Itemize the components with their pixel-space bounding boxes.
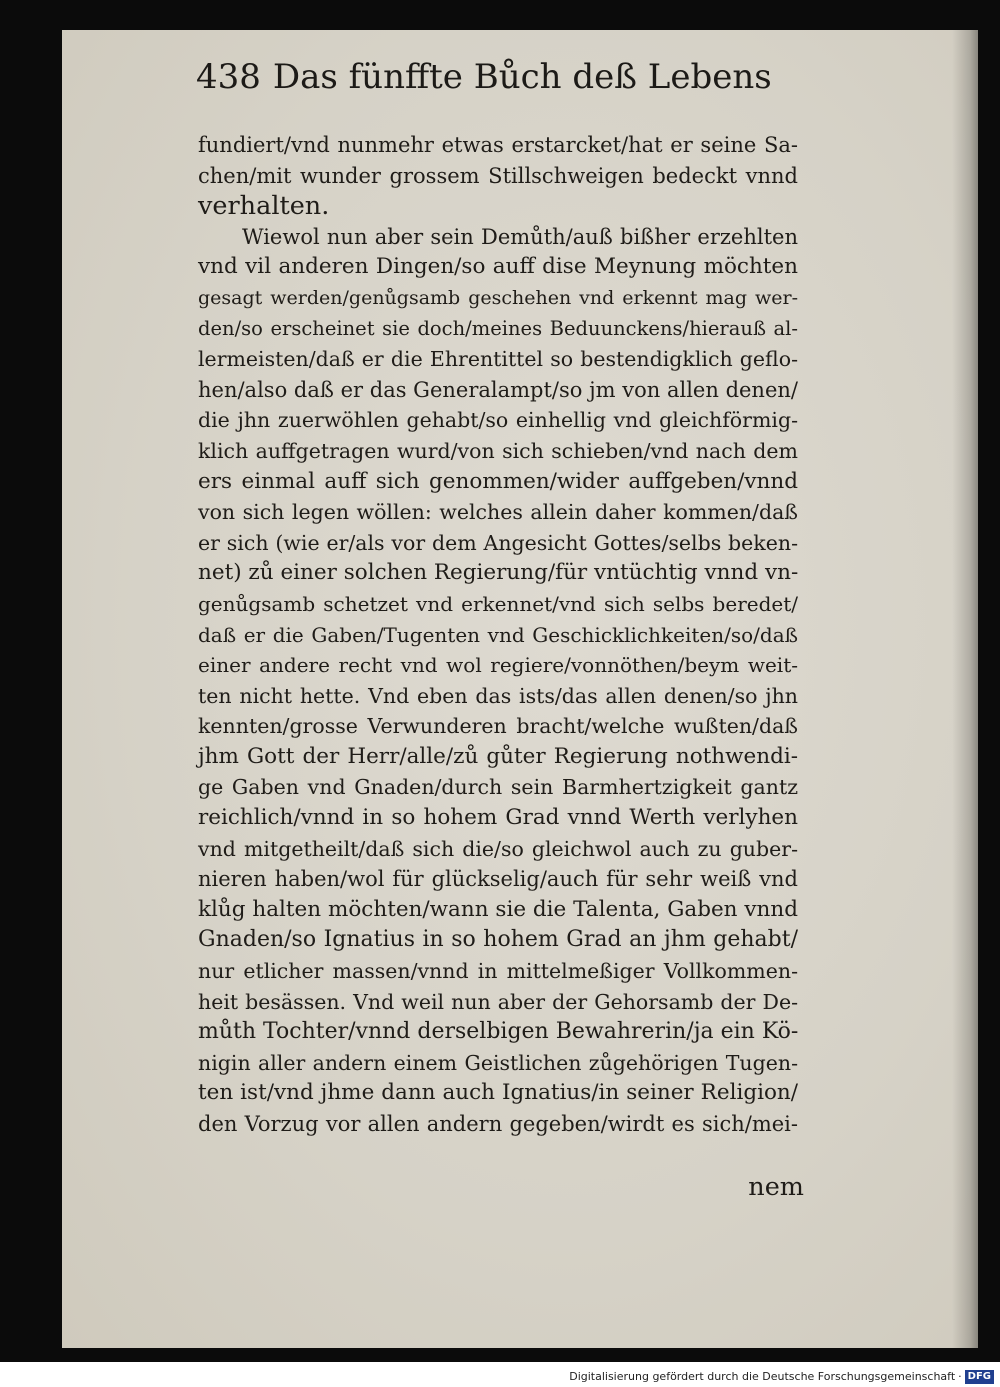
text-line: jhm Gott der Herr/alle/zů gůter Regierung nothwendi- [198, 743, 798, 769]
running-title: Das fünffte Bůch deß Lebens [272, 57, 772, 97]
text-line: ten ist/vnd jhme dann auch Ignatius/in seiner Religion/ [198, 1080, 798, 1106]
text-line: lermeisten/daß er die Ehrentittel so bestendigklich geflo- [198, 347, 798, 372]
text-line: ten nicht hette. Vnd eben das ists/das allen denen/so jhn [198, 683, 798, 708]
running-header [196, 57, 796, 97]
text-line: verhalten. [198, 191, 330, 222]
catchword: nem [748, 1172, 804, 1202]
dfg-logo: DFG [965, 1370, 994, 1384]
text-line: gesagt werden/genůgsamb geschehen vnd erkennt mag wer- [198, 286, 798, 309]
footer-credit [569, 1369, 994, 1385]
page-gutter-shadow [952, 30, 978, 1348]
footer-separator: · [958, 1370, 962, 1383]
text-line: klich auffgetragen wurd/von sich schieben/vnd nach dem [198, 438, 798, 463]
text-line: reichlich/vnnd in so hohem Grad vnnd Werth verlyhen [198, 805, 798, 831]
text-line: kennten/grosse Verwunderen bracht/welche wußten/daß [198, 714, 798, 739]
text-line: Wiewol nun aber sein Demůth/auß bißher erzehlten [242, 224, 798, 249]
page-number: 438 [196, 57, 261, 97]
text-line: můth Tochter/vnnd derselbigen Bewahrerin/ja ein Kö- [198, 1019, 799, 1045]
body-text [198, 130, 798, 1140]
text-line: von sich legen wöllen: welches allein daher kommen/daß [198, 500, 798, 525]
text-line: heit besässen. Vnd weil nun aber der Gehorsamb der De- [198, 989, 798, 1014]
text-line: Gnaden/so Ignatius in so hohem Grad an jhm gehabt/ [198, 927, 798, 953]
text-line: nigin aller andern einem Geistlichen zůgehörigen Tugen- [198, 1050, 798, 1075]
text-line: vnd vil anderen Dingen/so auff dise Meynung möchten [198, 254, 798, 280]
text-line: fundiert/vnd nunmehr etwas erstarcket/hat er seine Sa- [198, 133, 798, 157]
text-line: den Vorzug vor allen andern gegeben/wirdt es sich/mei- [198, 1112, 798, 1136]
text-line: nur etlicher massen/vnnd in mittelmeßiger Vollkommen- [198, 959, 798, 984]
text-line: hen/also daß er das Generalampt/so jm von allen denen/ [198, 377, 798, 402]
text-line: ers einmal auff sich genommen/wider auffgeben/vnnd [198, 468, 798, 494]
text-line: chen/mit wunder grossem Stillschweigen bedeckt vnnd [198, 163, 798, 188]
text-line: daß er die Gaben/Tugenten vnd Geschicklichkeiten/so/daß [198, 622, 798, 647]
text-line: er sich (wie er/als vor dem Angesicht Gottes/selbs beken- [198, 530, 798, 555]
text-line: net) zů einer solchen Regierung/für vntüchtig vnnd vn- [198, 560, 799, 586]
text-line: den/so erscheinet sie doch/meines Beduunckens/hierauß al- [198, 316, 798, 340]
text-line: ge Gaben vnd Gnaden/durch sein Barmhertzigkeit gantz [198, 775, 798, 800]
footer-credit-text: Digitalisierung gefördert durch die Deutsche Forschungsgemeinschaft [569, 1370, 956, 1383]
text-line: vnd mitgetheilt/daß sich die/so gleichwol auch zu guber- [198, 836, 798, 861]
text-line: genůgsamb schetzet vnd erkennet/vnd sich selbs beredet/ [198, 591, 798, 616]
text-line: nieren haben/wol für glückselig/auch für sehr weiß vnd [198, 867, 798, 892]
text-line: klůg halten möchten/wann sie die Talenta, Gaben vnnd [198, 896, 798, 922]
text-line: einer andere recht vnd wol regiere/vonnöthen/beym weit- [198, 653, 798, 678]
text-line: die jhn zuerwöhlen gehabt/so einhellig vnd gleichförmig- [198, 408, 798, 433]
